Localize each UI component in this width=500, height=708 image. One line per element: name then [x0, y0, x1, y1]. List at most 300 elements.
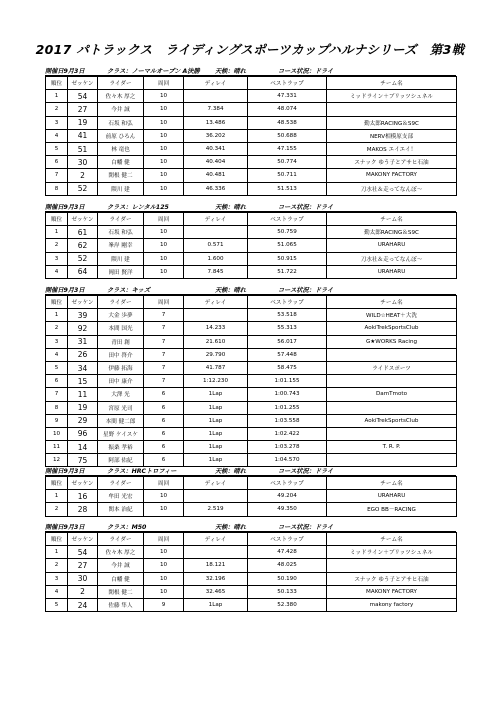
- table-cell: 6: [144, 401, 184, 414]
- table-cell: DamTmoto: [327, 388, 457, 401]
- table-cell: 50.774: [248, 156, 327, 169]
- column-header: ベストラップ: [248, 213, 327, 226]
- table-cell: 5: [46, 142, 68, 155]
- table-cell: NERV相模原支部: [327, 129, 457, 142]
- table-cell: 26: [68, 348, 98, 361]
- column-header: ゼッケン: [68, 77, 98, 90]
- table-cell: 4: [46, 265, 68, 278]
- table-cell: 大金 歩夢: [98, 309, 144, 322]
- table-cell: 岡田 賢洋: [98, 265, 144, 278]
- table-cell: [184, 90, 248, 103]
- table-cell: 10: [144, 226, 184, 239]
- table-cell: 6: [144, 388, 184, 401]
- table-cell: 隈川 建: [98, 182, 144, 195]
- class-name: クラス：HRCトロフィー: [107, 468, 177, 475]
- table-cell: 48.074: [248, 103, 327, 116]
- class-name: クラス：M50: [107, 524, 147, 531]
- table-cell: 16: [68, 490, 98, 503]
- event-date: 開催日9月3日: [45, 204, 85, 211]
- table-cell: 52.380: [248, 598, 327, 611]
- table-cell: 刀水社＆走ってなんぼ～: [327, 182, 457, 195]
- table-row: [46, 265, 457, 278]
- results-table: [45, 295, 457, 467]
- table-cell: 7: [144, 361, 184, 374]
- table-cell: 10: [144, 129, 184, 142]
- table-cell: 5: [46, 598, 68, 611]
- table-row: [46, 348, 457, 361]
- table-cell: 10: [144, 90, 184, 103]
- column-header: 順位: [46, 296, 68, 309]
- weather-label: 天候：晴れ: [215, 287, 246, 294]
- table-cell: 54: [68, 546, 98, 559]
- table-cell: 31: [68, 335, 98, 348]
- table-cell: 6: [144, 454, 184, 467]
- weather-label: 天候：晴れ: [215, 524, 246, 531]
- table-cell: 34: [68, 361, 98, 374]
- table-cell: ミッドライン＋ブリッツシュネル: [327, 546, 457, 559]
- table-cell: 46.336: [184, 182, 248, 195]
- table-row: [46, 454, 457, 467]
- table-cell: 4: [46, 129, 68, 142]
- table-cell: 47.428: [248, 546, 327, 559]
- column-header: 周回: [144, 213, 184, 226]
- table-row: [46, 490, 457, 503]
- table-cell: スナック ゆう子とアサヒ石油: [327, 572, 457, 585]
- table-cell: [184, 309, 248, 322]
- table-row: [46, 598, 457, 611]
- column-header: ライダー: [98, 296, 144, 309]
- table-cell: 50.759: [248, 226, 327, 239]
- table-cell: 1Lap: [184, 598, 248, 611]
- table-row: [46, 441, 457, 454]
- weather-label: 天候：晴れ: [215, 68, 246, 75]
- table-cell: 19: [68, 401, 98, 414]
- section-header: [45, 66, 456, 76]
- table-cell: 勤太郎RACING＆S9C: [327, 116, 457, 129]
- table-cell: 大澤 光: [98, 388, 144, 401]
- column-header: ディレイ: [184, 213, 248, 226]
- table-cell: 6: [144, 441, 184, 454]
- table-cell: ミッドライン＋ブリッツシュネル: [327, 90, 457, 103]
- column-header: ディレイ: [184, 296, 248, 309]
- table-cell: 64: [68, 265, 98, 278]
- column-header: 順位: [46, 477, 68, 490]
- table-row: [46, 182, 457, 195]
- column-header: 周回: [144, 477, 184, 490]
- table-cell: 10: [144, 265, 184, 278]
- table-row: [46, 322, 457, 335]
- table-row: [46, 103, 457, 116]
- column-header: チーム名: [327, 213, 457, 226]
- table-cell: 1Lap: [184, 401, 248, 414]
- table-cell: 3: [46, 252, 68, 265]
- table-row: [46, 156, 457, 169]
- table-cell: 石坂 和弘: [98, 116, 144, 129]
- result-section: [45, 466, 456, 517]
- column-header: ベストラップ: [248, 533, 327, 546]
- table-cell: 10: [144, 142, 184, 155]
- table-cell: 10: [144, 490, 184, 503]
- column-header: チーム名: [327, 533, 457, 546]
- column-header: ライダー: [98, 477, 144, 490]
- table-cell: 29: [68, 414, 98, 427]
- table-cell: 関本 治紀: [98, 503, 144, 516]
- table-cell: 51.722: [248, 265, 327, 278]
- class-name: クラス：レンタル125: [107, 204, 169, 211]
- table-cell: 2: [46, 103, 68, 116]
- table-cell: 18.121: [184, 559, 248, 572]
- table-cell: 1:03.278: [248, 441, 327, 454]
- table-cell: 41: [68, 129, 98, 142]
- table-cell: 14.233: [184, 322, 248, 335]
- table-cell: 石坂 和弘: [98, 226, 144, 239]
- table-cell: 佐藤 隼人: [98, 598, 144, 611]
- table-cell: 1Lap: [184, 427, 248, 440]
- course-condition: コース状況：ドライ: [278, 468, 334, 475]
- section-header: [45, 522, 456, 532]
- table-cell: 41.787: [184, 361, 248, 374]
- table-cell: 40.481: [184, 169, 248, 182]
- table-row: [46, 375, 457, 388]
- weather-label: 天候：晴れ: [215, 204, 246, 211]
- table-cell: 56.017: [248, 335, 327, 348]
- table-cell: 7: [144, 322, 184, 335]
- course-condition: コース状況：ドライ: [278, 524, 334, 531]
- table-cell: 24: [68, 598, 98, 611]
- table-cell: 51.065: [248, 239, 327, 252]
- table-cell: 32.465: [184, 585, 248, 598]
- table-cell: 2: [46, 503, 68, 516]
- table-cell: 50.190: [248, 572, 327, 585]
- table-cell: 2: [46, 322, 68, 335]
- result-section: [45, 66, 456, 196]
- table-cell: 40.341: [184, 142, 248, 155]
- result-section: [45, 522, 456, 612]
- table-cell: 前原 ひろん: [98, 129, 144, 142]
- table-cell: 刀水社＆走ってなんぼ～: [327, 252, 457, 265]
- table-cell: 50.688: [248, 129, 327, 142]
- column-header: 順位: [46, 533, 68, 546]
- table-cell: URAHARU: [327, 490, 457, 503]
- table-cell: 57.448: [248, 348, 327, 361]
- table-cell: 58.475: [248, 361, 327, 374]
- table-cell: 閑根 健二: [98, 169, 144, 182]
- table-row: [46, 427, 457, 440]
- course-condition: コース状況：ドライ: [278, 287, 334, 294]
- table-header-row: [46, 213, 457, 226]
- table-cell: 田中 康介: [98, 375, 144, 388]
- table-cell: 52: [68, 252, 98, 265]
- column-header: チーム名: [327, 77, 457, 90]
- table-cell: 39: [68, 309, 98, 322]
- results-table: [45, 476, 457, 517]
- table-cell: 6: [144, 414, 184, 427]
- table-cell: [327, 559, 457, 572]
- table-cell: 47.155: [248, 142, 327, 155]
- event-date: 開催日9月3日: [45, 287, 85, 294]
- result-section: [45, 202, 456, 279]
- table-cell: 27: [68, 559, 98, 572]
- table-cell: 49.204: [248, 490, 327, 503]
- table-cell: 勤太郎RACING＆S9C: [327, 226, 457, 239]
- column-header: ベストラップ: [248, 77, 327, 90]
- page-title: 2017 パトラックス ライディングスポーツカップハルナシリーズ 第3戦: [35, 42, 465, 57]
- table-cell: [327, 427, 457, 440]
- results-table: [45, 76, 457, 196]
- table-cell: 15: [68, 375, 98, 388]
- table-cell: 1:12.230: [184, 375, 248, 388]
- table-row: [46, 239, 457, 252]
- table-cell: 10: [144, 559, 184, 572]
- table-header-row: [46, 533, 457, 546]
- table-cell: 1: [46, 226, 68, 239]
- table-cell: [184, 546, 248, 559]
- table-row: [46, 129, 457, 142]
- table-cell: 1: [46, 309, 68, 322]
- table-cell: 8: [46, 182, 68, 195]
- table-cell: 1: [46, 490, 68, 503]
- table-cell: 48.538: [248, 116, 327, 129]
- table-cell: 1Lap: [184, 441, 248, 454]
- table-row: [46, 572, 457, 585]
- table-cell: 4: [46, 585, 68, 598]
- column-header: ディレイ: [184, 477, 248, 490]
- table-cell: 51: [68, 142, 98, 155]
- table-cell: 12: [46, 454, 68, 467]
- table-cell: 3: [46, 116, 68, 129]
- table-cell: URAHARU: [327, 265, 457, 278]
- table-row: [46, 361, 457, 374]
- table-cell: 7: [46, 169, 68, 182]
- table-cell: 振桑 孝裕: [98, 441, 144, 454]
- column-header: ライダー: [98, 213, 144, 226]
- table-cell: 10: [144, 572, 184, 585]
- table-cell: 1Lap: [184, 388, 248, 401]
- table-cell: 40.404: [184, 156, 248, 169]
- table-cell: [184, 490, 248, 503]
- table-cell: 0.571: [184, 239, 248, 252]
- table-cell: 5: [46, 361, 68, 374]
- class-name: クラス：キッズ: [107, 287, 151, 294]
- table-cell: 13.486: [184, 116, 248, 129]
- table-cell: 宮原 光司: [98, 401, 144, 414]
- table-cell: 52: [68, 182, 98, 195]
- table-header-row: [46, 296, 457, 309]
- table-cell: 田中 啓介: [98, 348, 144, 361]
- table-cell: 1.600: [184, 252, 248, 265]
- table-cell: 10: [144, 156, 184, 169]
- table-row: [46, 169, 457, 182]
- table-cell: 62: [68, 239, 98, 252]
- table-cell: 10: [144, 182, 184, 195]
- table-cell: MAKONY FACTORY: [327, 169, 457, 182]
- table-cell: WILD☆HEAT＋大洗: [327, 309, 457, 322]
- table-cell: 10: [144, 585, 184, 598]
- table-cell: 9: [144, 598, 184, 611]
- table-cell: 10: [144, 116, 184, 129]
- column-header: ゼッケン: [68, 533, 98, 546]
- table-row: [46, 546, 457, 559]
- table-cell: 49.350: [248, 503, 327, 516]
- column-header: ベストラップ: [248, 477, 327, 490]
- table-cell: [327, 401, 457, 414]
- course-condition: コース状況：ドライ: [278, 204, 334, 211]
- table-cell: 3: [46, 335, 68, 348]
- results-table: [45, 212, 457, 279]
- table-cell: 白幡 健: [98, 156, 144, 169]
- table-cell: 54: [68, 90, 98, 103]
- table-cell: 伊藤 拓海: [98, 361, 144, 374]
- column-header: ライダー: [98, 77, 144, 90]
- table-cell: 白幡 健: [98, 572, 144, 585]
- table-cell: 1: [46, 90, 68, 103]
- table-row: [46, 414, 457, 427]
- column-header: 周回: [144, 77, 184, 90]
- table-cell: ライドスポーツ: [327, 361, 457, 374]
- table-cell: 10: [46, 427, 68, 440]
- course-condition: コース状況：ドライ: [278, 68, 334, 75]
- table-cell: 1:01.155: [248, 375, 327, 388]
- table-cell: 7.384: [184, 103, 248, 116]
- table-cell: 32.196: [184, 572, 248, 585]
- table-cell: 6: [144, 427, 184, 440]
- table-header-row: [46, 477, 457, 490]
- table-row: [46, 309, 457, 322]
- table-cell: G★WORKS Racing: [327, 335, 457, 348]
- column-header: ライダー: [98, 533, 144, 546]
- table-cell: 1Lap: [184, 454, 248, 467]
- column-header: ディレイ: [184, 77, 248, 90]
- table-cell: 本間 国光: [98, 322, 144, 335]
- table-cell: 30: [68, 572, 98, 585]
- table-cell: 1: [46, 546, 68, 559]
- table-cell: [327, 103, 457, 116]
- event-date: 開催日9月3日: [45, 524, 85, 531]
- table-cell: 47.331: [248, 90, 327, 103]
- table-cell: 10: [144, 252, 184, 265]
- table-cell: MAKONY FACTORY: [327, 585, 457, 598]
- table-cell: AokiTrekSportsClub: [327, 414, 457, 427]
- table-row: [46, 335, 457, 348]
- table-cell: 1:01.255: [248, 401, 327, 414]
- table-cell: 55.313: [248, 322, 327, 335]
- table-cell: 隈川 建: [98, 252, 144, 265]
- table-cell: 51.513: [248, 182, 327, 195]
- section-header: [45, 466, 456, 476]
- table-row: [46, 252, 457, 265]
- column-header: ゼッケン: [68, 296, 98, 309]
- table-cell: 本間 健二郎: [98, 414, 144, 427]
- table-cell: 10: [144, 546, 184, 559]
- table-cell: 10: [144, 503, 184, 516]
- table-cell: 10: [144, 103, 184, 116]
- table-cell: 53.518: [248, 309, 327, 322]
- table-cell: 7: [144, 309, 184, 322]
- column-header: 順位: [46, 213, 68, 226]
- table-cell: makony factory: [327, 598, 457, 611]
- table-cell: 阿部 佑紀: [98, 454, 144, 467]
- column-header: ディレイ: [184, 533, 248, 546]
- column-header: 周回: [144, 533, 184, 546]
- table-cell: AokiTrekSportsClub: [327, 322, 457, 335]
- table-cell: [184, 226, 248, 239]
- table-row: [46, 226, 457, 239]
- table-cell: URAHARU: [327, 239, 457, 252]
- table-cell: 21.610: [184, 335, 248, 348]
- table-cell: 佐々木 厚之: [98, 90, 144, 103]
- table-cell: 青田 創: [98, 335, 144, 348]
- event-date: 開催日9月3日: [45, 468, 85, 475]
- table-row: [46, 585, 457, 598]
- weather-label: 天候：晴れ: [215, 468, 246, 475]
- table-cell: 92: [68, 322, 98, 335]
- table-cell: 9: [46, 414, 68, 427]
- table-cell: 林 竜也: [98, 142, 144, 155]
- table-cell: MAKOS エイエイ！: [327, 142, 457, 155]
- column-header: チーム名: [327, 477, 457, 490]
- table-cell: 6: [46, 156, 68, 169]
- table-cell: 75: [68, 454, 98, 467]
- table-cell: 1:04.570: [248, 454, 327, 467]
- table-cell: 2: [68, 585, 98, 598]
- table-cell: スナック ゆう子とアサヒ石油: [327, 156, 457, 169]
- table-cell: 2: [46, 559, 68, 572]
- column-header: チーム名: [327, 296, 457, 309]
- table-cell: 50.133: [248, 585, 327, 598]
- table-cell: 2: [46, 239, 68, 252]
- table-cell: 1:00.743: [248, 388, 327, 401]
- table-cell: 7: [144, 348, 184, 361]
- table-cell: 峯岸 剛幸: [98, 239, 144, 252]
- table-cell: 牟田 光宏: [98, 490, 144, 503]
- table-cell: 2.519: [184, 503, 248, 516]
- table-row: [46, 559, 457, 572]
- table-cell: 7.845: [184, 265, 248, 278]
- table-cell: 2: [68, 169, 98, 182]
- table-cell: EGO BB－RACING: [327, 503, 457, 516]
- table-cell: 48.025: [248, 559, 327, 572]
- class-name: クラス：ノーマルオープン A決勝: [107, 68, 200, 75]
- table-cell: 6: [46, 375, 68, 388]
- table-cell: 36.202: [184, 129, 248, 142]
- table-row: [46, 503, 457, 516]
- table-cell: 1:02.422: [248, 427, 327, 440]
- table-cell: 今井 誠: [98, 559, 144, 572]
- table-cell: 1:03.558: [248, 414, 327, 427]
- table-cell: 27: [68, 103, 98, 116]
- result-section: [45, 285, 456, 467]
- table-cell: 7: [144, 375, 184, 388]
- table-cell: 7: [144, 335, 184, 348]
- table-cell: 10: [144, 239, 184, 252]
- table-cell: 今井 誠: [98, 103, 144, 116]
- table-row: [46, 401, 457, 414]
- table-cell: T. R. P.: [327, 441, 457, 454]
- table-cell: 4: [46, 348, 68, 361]
- table-cell: 閑根 健二: [98, 585, 144, 598]
- table-cell: 61: [68, 226, 98, 239]
- table-cell: [327, 348, 457, 361]
- table-cell: 10: [144, 169, 184, 182]
- table-row: [46, 90, 457, 103]
- column-header: ベストラップ: [248, 296, 327, 309]
- table-row: [46, 142, 457, 155]
- section-header: [45, 285, 456, 295]
- table-cell: 7: [46, 388, 68, 401]
- column-header: 順位: [46, 77, 68, 90]
- table-row: [46, 116, 457, 129]
- table-header-row: [46, 77, 457, 90]
